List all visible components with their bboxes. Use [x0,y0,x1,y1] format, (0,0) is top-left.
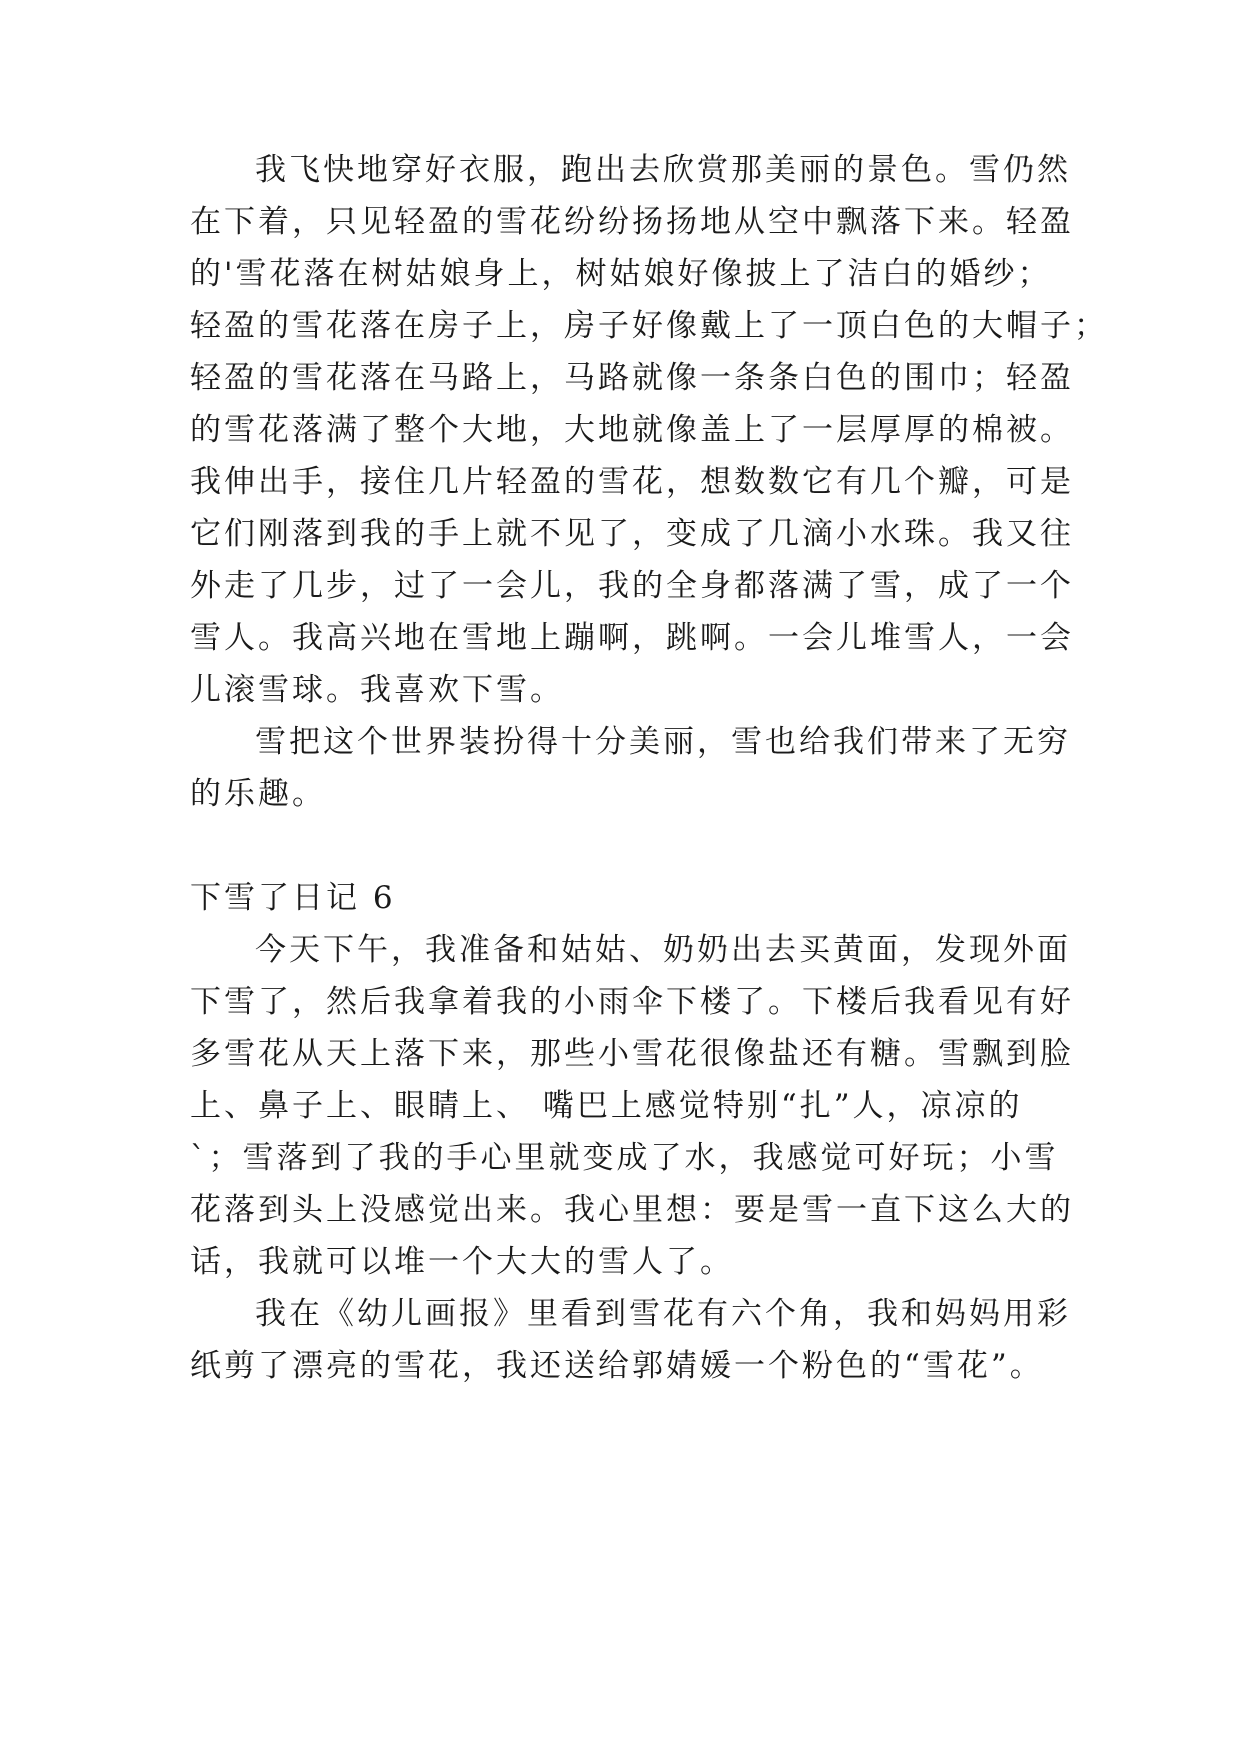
paragraph-line: 我飞快地穿好衣服，跑出去欣赏那美丽的景色。雪仍然 [255,152,1071,188]
paragraph-line: 花落到头上没感觉出来。我心里想：要是雪一直下这么大的 [190,1192,1074,1228]
paragraph-line: 上、鼻子上、眼睛上、 嘴巴上感觉特别“扎”人，凉凉的 [190,1088,1023,1124]
paragraph-line: 轻盈的雪花落在马路上，马路就像一条条白色的围巾；轻盈 [190,360,1074,396]
paragraph-line: 我伸出手，接住几片轻盈的雪花，想数数它有几个瓣，可是 [190,464,1074,500]
paragraph-line: 下雪了，然后我拿着我的小雨伞下楼了。下楼后我看见有好 [190,984,1074,1020]
paragraph-line: 外走了几步，过了一会儿，我的全身都落满了雪，成了一个 [190,568,1074,604]
paragraph-line: 的乐趣。 [190,776,326,812]
paragraph-line: 雪人。我高兴地在雪地上蹦啊，跳啊。一会儿堆雪人，一会 [190,620,1074,656]
paragraph-line: 雪把这个世界装扮得十分美丽，雪也给我们带来了无穷 [255,724,1071,760]
paragraph-line: 我在《幼儿画报》里看到雪花有六个角，我和妈妈用彩 [255,1296,1071,1332]
paragraph-line: `；雪落到了我的手心里就变成了水，我感觉可好玩；小雪 [190,1140,1059,1176]
paragraph-line: 的'雪花落在树姑娘身上，树姑娘好像披上了洁白的婚纱； [190,256,1052,292]
paragraph-line: 纸剪了漂亮的雪花，我还送给郭婧媛一个粉色的“雪花”。 [190,1348,1044,1384]
paragraph-line: 的雪花落满了整个大地，大地就像盖上了一层厚厚的棉被。 [190,412,1074,448]
section-heading: 下雪了日记 6 [190,880,396,916]
paragraph-line: 儿滚雪球。我喜欢下雪。 [190,672,564,708]
paragraph-line: 轻盈的雪花落在房子上，房子好像戴上了一顶白色的大帽子； [190,308,1108,344]
paragraph-line: 今天下午，我准备和姑姑、奶奶出去买黄面，发现外面 [255,932,1071,968]
paragraph-line: 在下着，只见轻盈的雪花纷纷扬扬地从空中飘落下来。轻盈 [190,204,1074,240]
paragraph-line: 话，我就可以堆一个大大的雪人了。 [190,1244,734,1280]
paragraph-line: 它们刚落到我的手上就不见了，变成了几滴小水珠。我又往 [190,516,1074,552]
paragraph-line: 多雪花从天上落下来，那些小雪花很像盐还有糖。雪飘到脸 [190,1036,1074,1072]
